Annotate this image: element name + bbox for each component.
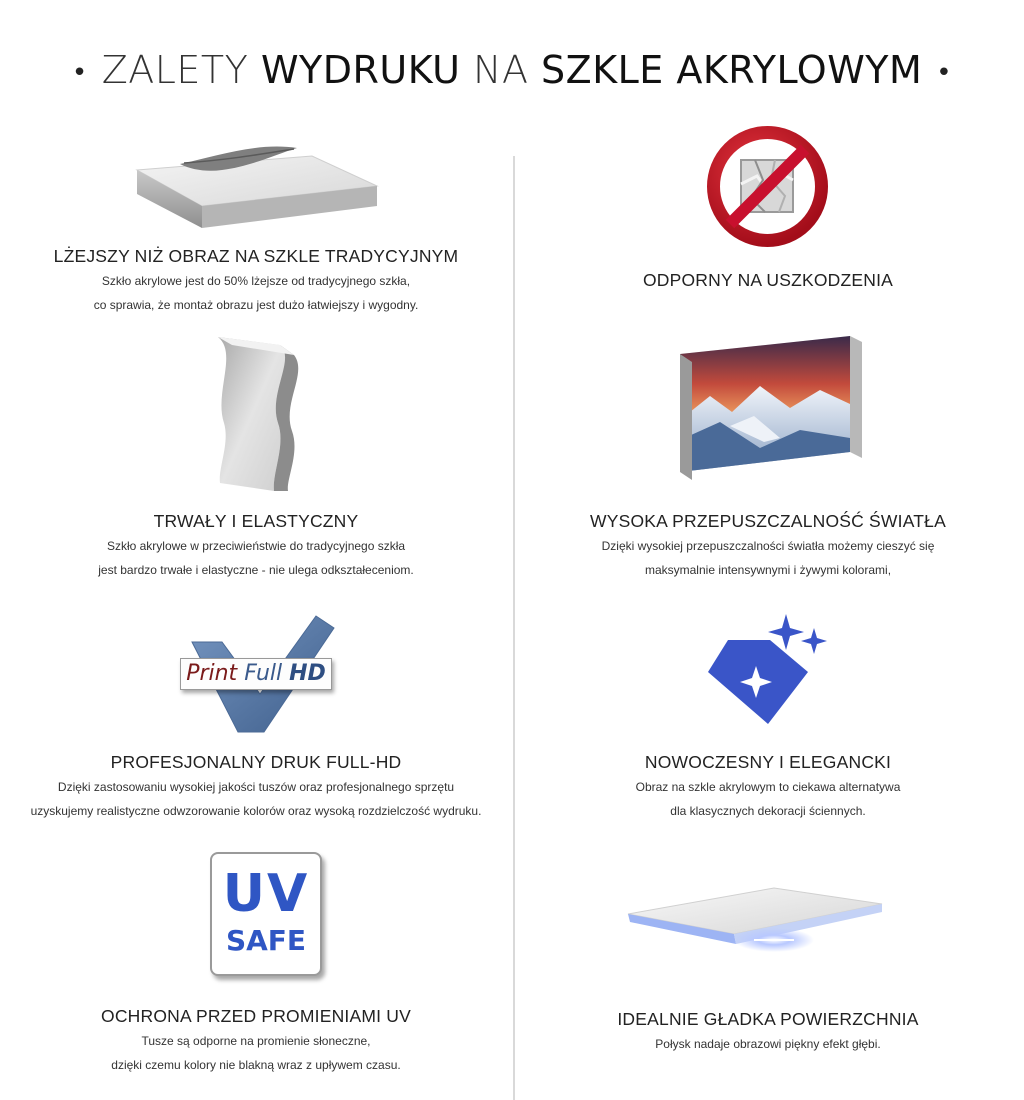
title-part-1: ZALETY [101,48,249,92]
feature-damage-resistant [518,270,1018,291]
feature-title: PROFESJONALNY DRUK FULL-HD [110,752,402,772]
feature-title: LŻEJSZY NIŻ OBRAZ NA SZKLE TRADYCYJNYM [53,246,459,266]
feather-on-slab-icon [132,138,382,233]
feature-title: OCHRONA PRZED PROMIENIAMI UV [101,1006,411,1026]
column-divider [513,156,515,1100]
feature-title: IDEALNIE GŁADKA POWIERZCHNIA [617,1009,919,1029]
feature-smooth [518,1009,1018,1056]
feature-desc-line: dzięki czemu kolory nie blakną wraz z upływem czasu. [111,1058,401,1072]
feature-title: WYSOKA PRZEPUSZCZALNOŚĆ ŚWIATŁA [590,511,946,531]
title-part-2: WYDRUKU [260,48,461,92]
print-full-hd-badge [180,658,332,690]
feature-desc-line: Dzięki zastosowaniu wysokiej jakości tuszów oraz profesjonalnego sprzętu [57,780,455,794]
title-part-4: SZKLE AKRYLOWYM [541,48,923,92]
feature-desc-line: maksymalnie intensywnymi i żywymi kolorami, [644,563,892,577]
title-part-3: NA [473,48,529,92]
feature-desc-line: uzyskujemy realistyczne odwzorowanie kolorów oraz wysoką rozdzielczość wydruku. [30,804,482,818]
diamond-icon [704,614,834,726]
safe-text: SAFE [225,924,307,957]
feature-desc-line: Tusze są odporne na promienie słoneczne, [141,1034,371,1048]
feature-desc-line: Obraz na szkle akrylowym to ciekawa alternatywa [635,780,901,794]
feature-desc-line: Dzięki wysokiej przepuszczalności światła możemy cieszyć się [601,539,935,553]
feature-modern [518,752,1018,823]
feature-title: ODPORNY NA USZKODZENIA [642,270,894,290]
feature-desc-line: Szkło akrylowe jest do 50% lżejsze od tradycyjnego szkła, [101,274,411,288]
feature-desc-line: Szkło akrylowe w przeciwieństwie do tradycyjnego szkła [106,539,406,553]
feature-print-hd [6,752,506,823]
glass-panel-icon [624,882,886,960]
title-bullet-left: • [71,57,88,88]
feature-desc-line: Połysk nadaje obrazowi piękny efekt głębi. [655,1037,881,1051]
feature-desc-line: co sprawia, że montaż obrazu jest dużo łatwiejszy i wygodny. [93,298,419,312]
title-bullet-right: • [936,57,953,88]
feature-desc-line: dla klasycznych dekoracji ściennych. [670,804,866,818]
feature-title: NOWOCZESNY I ELEGANCKI [644,752,892,772]
badge-print: Print [186,661,238,686]
feature-desc-line: jest bardzo trwałe i elastyczne - nie ulega odkształeceniom. [98,563,414,577]
feature-light-transmission [518,511,1018,582]
page-title [0,48,1024,92]
feature-uv [6,1006,506,1077]
flexible-sheet-icon [210,333,302,493]
uv-text: UV [222,864,310,924]
no-broken-glass-icon [705,124,830,249]
feature-title: TRWAŁY I ELASTYCZNY [153,511,359,531]
badge-hd: HD [289,661,326,686]
checkmark-icon [178,612,338,734]
badge-full: Full [244,661,283,686]
mountain-photo-icon [670,330,866,480]
feature-durable [6,511,506,582]
feature-lighter [6,246,506,317]
uv-safe-icon [210,852,322,976]
